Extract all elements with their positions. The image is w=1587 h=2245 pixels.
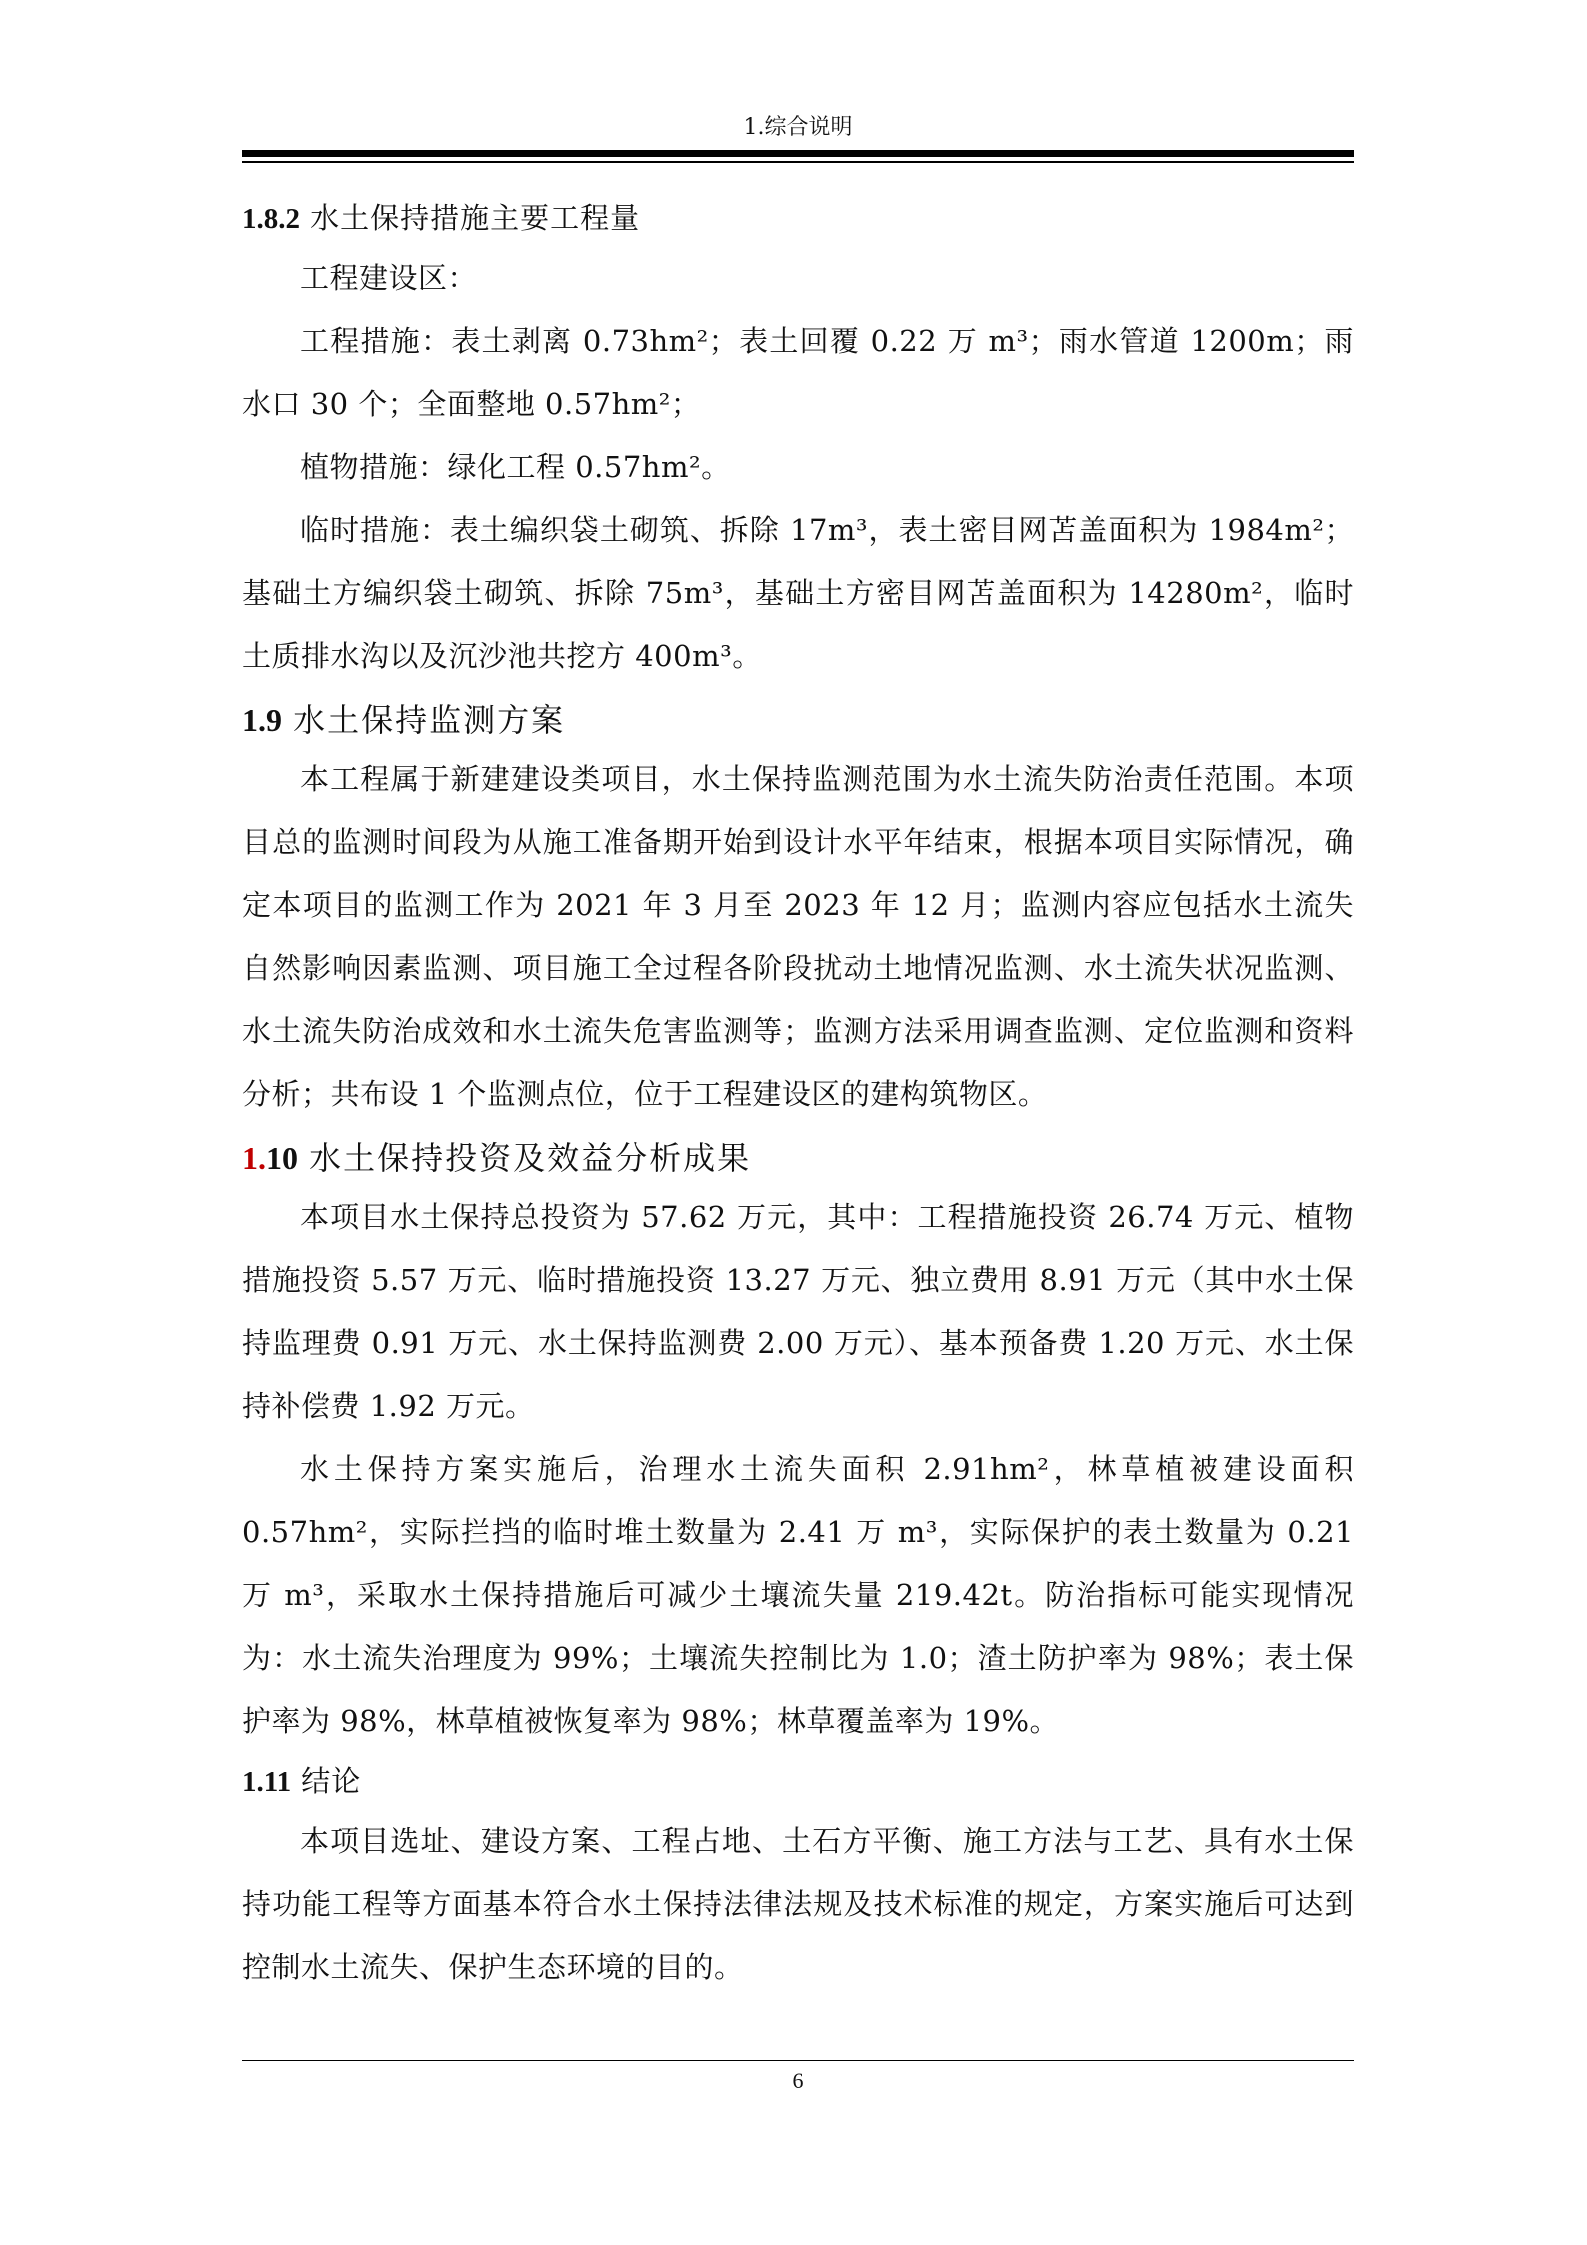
running-header: 1.综合说明 bbox=[743, 115, 853, 140]
heading-number-red-part: 1. bbox=[242, 1140, 266, 1176]
page-content bbox=[242, 190, 1354, 1999]
heading-number bbox=[242, 1140, 298, 1176]
heading-title: 水土保持措施主要工程量 bbox=[310, 201, 641, 235]
paragraph: 水土保持方案实施后，治理水土流失面积 2.91hm²，林草植被建设面积 0.57hm²，实际拦挡的临时堆土数量为 2.41 万 m³，实际保护的表土数量为 0.21 万 m³，采取水土保持措施后可减少土壤流失量 219.42t。防治指标可能实现情况为：水土流失治理度为 99%；土壤流失控制比为 1.0；渣土防护率为 98%；表土保护率为 98%，林草植被恢复率为 98%；林草覆盖率为 19%。 bbox=[242, 1452, 1354, 1738]
heading-title: 结论 bbox=[301, 1764, 362, 1798]
heading-number-rest: 10 bbox=[266, 1140, 298, 1176]
heading-1-10 bbox=[242, 1130, 1354, 1186]
heading-1-8-2 bbox=[242, 190, 1354, 247]
page-number: 6 bbox=[792, 2068, 804, 2093]
heading-title: 水土保持投资及效益分析成果 bbox=[309, 1139, 752, 1177]
heading-title: 水土保持监测方案 bbox=[293, 701, 566, 739]
paragraph: 植物措施：绿化工程 0.57hm²。 bbox=[300, 450, 731, 484]
heading-number: 1.9 bbox=[242, 702, 282, 738]
header-rule-thin bbox=[242, 161, 1354, 163]
paragraph: 临时措施：表土编织袋土砌筑、拆除 17m³，表土密目网苫盖面积为 1984m²；基础土方编织袋土砌筑、拆除 75m³，基础土方密目网苫盖面积为 14280m²，临时土质排水沟以及沉沙池共挖方 400m³。 bbox=[242, 513, 1354, 673]
heading-number: 1.11 bbox=[242, 1766, 292, 1798]
header-rule-thick bbox=[242, 150, 1354, 157]
heading-number: 1.8.2 bbox=[242, 203, 300, 235]
paragraph: 本项目水土保持总投资为 57.62 万元，其中：工程措施投资 26.74 万元、植物措施投资 5.57 万元、临时措施投资 13.27 万元、独立费用 8.91 万元（其中水土保持监理费 0.91 万元、水土保持监测费 2.00 万元）、基本预备费 1.20 万元、水土保持补偿费 1.92 万元。 bbox=[242, 1200, 1354, 1423]
paragraph: 本工程属于新建建设类项目，水土保持监测范围为水土流失防治责任范围。本项目总的监测时间段为从施工准备期开始到设计水平年结束，根据本项目实际情况，确定本项目的监测工作为 2021 年 3 月至 2023 年 12 月；监测内容应包括水土流失自然影响因素监测、项目施工全过程各阶段扰动土地情况监测、水土流失状况监测、水土流失防治成效和水土流失危害监测等；监测方法采用调查监测、定位监测和资料分析；共布设 1 个监测点位，位于工程建设区的建构筑物区。 bbox=[242, 762, 1354, 1111]
paragraph: 工程建设区： bbox=[300, 261, 478, 295]
paragraph: 本项目选址、建设方案、工程占地、土石方平衡、施工方法与工艺、具有水土保持功能工程等方面基本符合水土保持法律法规及技术标准的规定，方案实施后可达到控制水土流失、保护生态环境的目的。 bbox=[242, 1824, 1354, 1984]
paragraph: 工程措施：表土剥离 0.73hm²；表土回覆 0.22 万 m³；雨水管道 1200m；雨水口 30 个；全面整地 0.57hm²； bbox=[242, 324, 1354, 421]
footer-rule bbox=[242, 2060, 1354, 2061]
heading-1-9 bbox=[242, 692, 1354, 748]
heading-1-11 bbox=[242, 1753, 1354, 1810]
